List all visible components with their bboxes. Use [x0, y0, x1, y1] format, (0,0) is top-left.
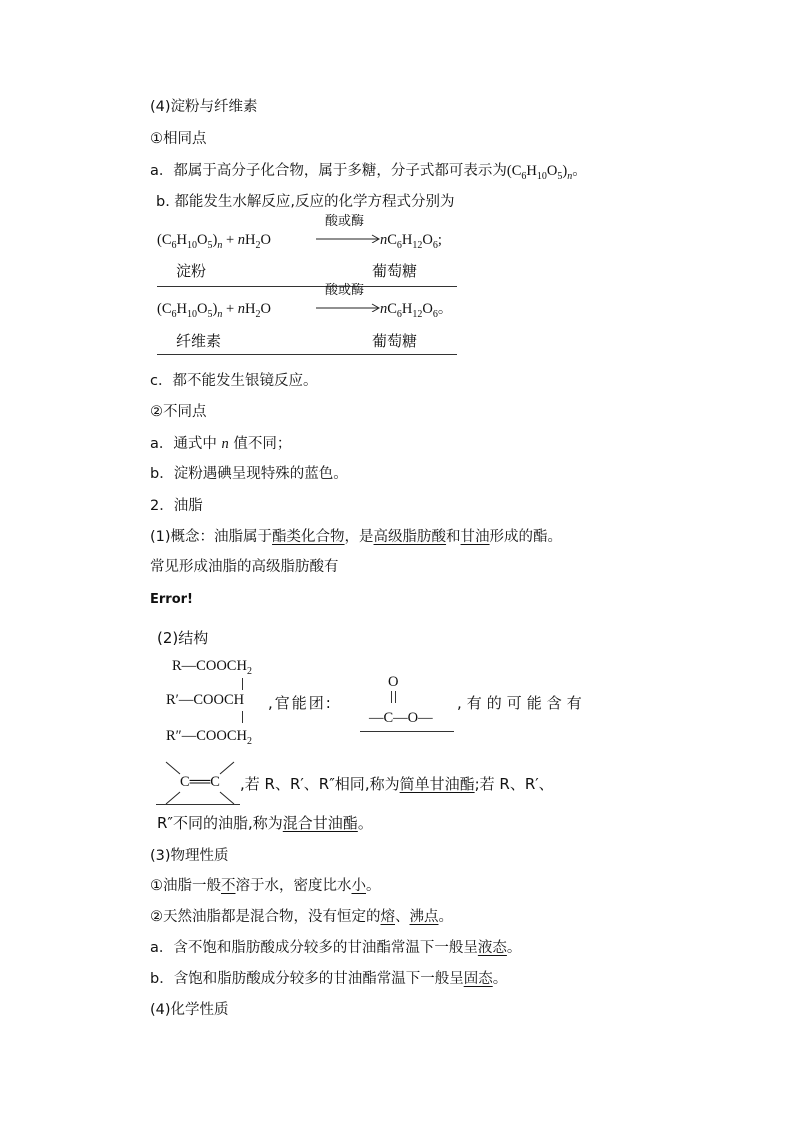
difference-a: a．通式中 n 值不同；: [150, 436, 292, 452]
physical-properties-heading: (3)物理性质: [150, 848, 229, 864]
alkene-cc: C══C: [180, 774, 220, 790]
oil-concept: (1)概念：油脂属于酯类化合物，是高级脂肪酸和甘油形成的酯。: [150, 529, 563, 545]
structure-heading: (2)结构: [157, 629, 209, 647]
simple-glyceride-line: ,若 R、R′、R″相同,称为简单甘油酯;若 R、R′、: [240, 775, 554, 793]
similarity-a-text: a．都属于高分子化合物，属于多糖，分子式都可表示为: [150, 163, 507, 179]
triglyceride-row-1: $R—COOCH_2$: [172, 658, 252, 677]
differences-heading: ②不同点: [150, 404, 207, 420]
equation-2-reactants: $(C_6H_{10}O_5)_n + nH_2O$: [157, 301, 271, 320]
ester-double-bond-b: [395, 691, 396, 703]
physical-property-b: b．含饱和脂肪酸成分较多的甘油酯常温下一般呈固态。: [150, 971, 508, 987]
similarity-a: a．都属于高分子化合物，属于多糖，分子式都可表示为$(C_6H_{10}O_5)_n$。: [150, 163, 587, 182]
physical-property-2: ②天然油脂都是混合物，没有恒定的熔、沸点。: [150, 909, 453, 925]
equation-1-underline: [157, 286, 457, 287]
section-heading-starch-cellulose: (4)淀粉与纤维素: [150, 99, 258, 115]
physical-property-1: ①油脂一般不溶于水，密度比水小。: [150, 878, 381, 894]
section-heading-oils: 2．油脂: [150, 498, 203, 514]
triglyceride-row-2: R′—COOCH: [166, 692, 245, 708]
equation-2-product: $nC_6H_{12}O_6$。: [380, 301, 453, 320]
physical-property-a: a．含不饱和脂肪酸成分较多的甘油酯常温下一般呈液态。: [150, 940, 522, 956]
equation-1-reactants: $(C_6H_{10}O_5)_n + nH_2O$: [157, 232, 271, 251]
equation-1-arrow: [316, 229, 382, 249]
equation-1-product: $nC_6H_{12}O_6$;: [380, 232, 442, 251]
ester-chain: —C—O—: [369, 710, 433, 726]
error-placeholder: Error!: [150, 592, 193, 607]
alkene-underline: [156, 804, 240, 805]
triglyceride-bond-1: [242, 678, 243, 690]
polysaccharide-formula: $(C_6H_{10}O_5)_n$: [506, 163, 573, 182]
equation-2-condition: 酸或酶: [325, 283, 365, 298]
ester-underline: [360, 731, 454, 732]
equation-1-condition: 酸或酶: [325, 214, 365, 229]
chemical-properties-heading: (4)化学性质: [150, 1002, 229, 1018]
equation-2-underline: [157, 354, 457, 355]
equation-2-label-glucose: 葡萄糖: [372, 332, 418, 350]
similarities-heading: ①相同点: [150, 131, 207, 147]
ester-double-bond-a: [391, 691, 392, 703]
triglyceride-bond-2: [242, 711, 243, 723]
ester-oxygen: O: [388, 674, 399, 690]
common-fatty-acids-line: 常见形成油脂的高级脂肪酸有: [150, 559, 339, 575]
equation-2-label-cellulose: 纤维素: [176, 332, 222, 350]
mixed-glyceride-line: R″不同的油脂,称为混合甘油酯。: [157, 814, 373, 832]
equation-1-label-glucose: 葡萄糖: [372, 262, 418, 280]
similarity-c: c．都不能发生银镜反应。: [150, 373, 318, 389]
equation-2-arrow: [316, 298, 382, 318]
triglyceride-row-3: $R''—COOCH_2$: [166, 728, 252, 747]
functional-group-label: ,官能团:: [268, 694, 333, 712]
equation-1-label-starch: 淀粉: [176, 262, 207, 280]
similarity-b: b. 都能发生水解反应,反应的化学方程式分别为: [156, 194, 455, 210]
may-contain-text: ,有的可能含有: [457, 694, 587, 712]
difference-b: b．淀粉遇碘呈现特殊的蓝色。: [150, 466, 348, 482]
